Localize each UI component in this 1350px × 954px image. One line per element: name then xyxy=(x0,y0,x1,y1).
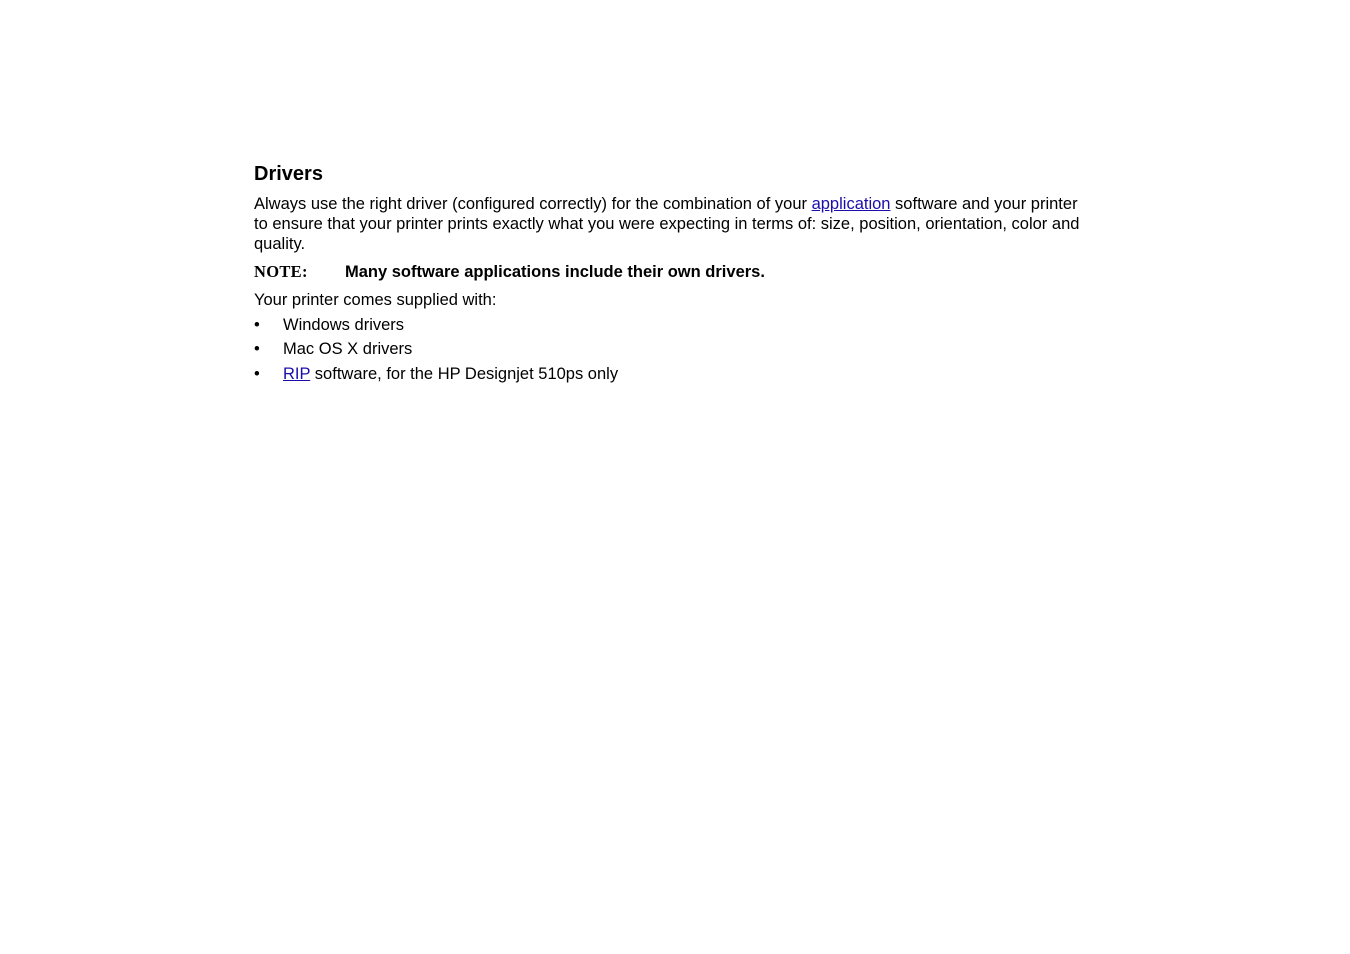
paragraph-text-end: software and your printer to ensure that your printer prints exactly what you were expecting in terms of: size, position, orientation, color and quality. xyxy=(254,195,1080,253)
body-paragraph xyxy=(254,194,1094,254)
list-item-text: Windows drivers xyxy=(283,315,405,334)
list-item-text: Mac OS X drivers xyxy=(283,340,413,358)
note-block xyxy=(254,262,1094,282)
bullet-icon: • xyxy=(254,315,260,334)
driver-list xyxy=(254,315,1094,384)
note-label: NOTE: xyxy=(254,262,308,281)
document-content xyxy=(254,162,1094,384)
list-item-content xyxy=(283,364,618,384)
bullet-icon: • xyxy=(254,364,260,383)
application-link[interactable]: application xyxy=(811,195,891,213)
list-item-text: software, for the HP Designjet 510ps only xyxy=(310,364,619,383)
bullet-icon: • xyxy=(254,340,260,358)
supplied-intro: Your printer comes supplied with: xyxy=(254,291,497,309)
rip-link[interactable]: RIP xyxy=(283,364,311,383)
paragraph-text-start: Always use the right driver (configured correctly) for the combination of your xyxy=(254,195,812,213)
list-item xyxy=(254,339,1094,359)
list-item xyxy=(254,364,1094,384)
section-title: Drivers xyxy=(254,163,323,185)
note-text: Many software applications include their own drivers. xyxy=(345,263,765,281)
list-item xyxy=(254,315,1094,335)
